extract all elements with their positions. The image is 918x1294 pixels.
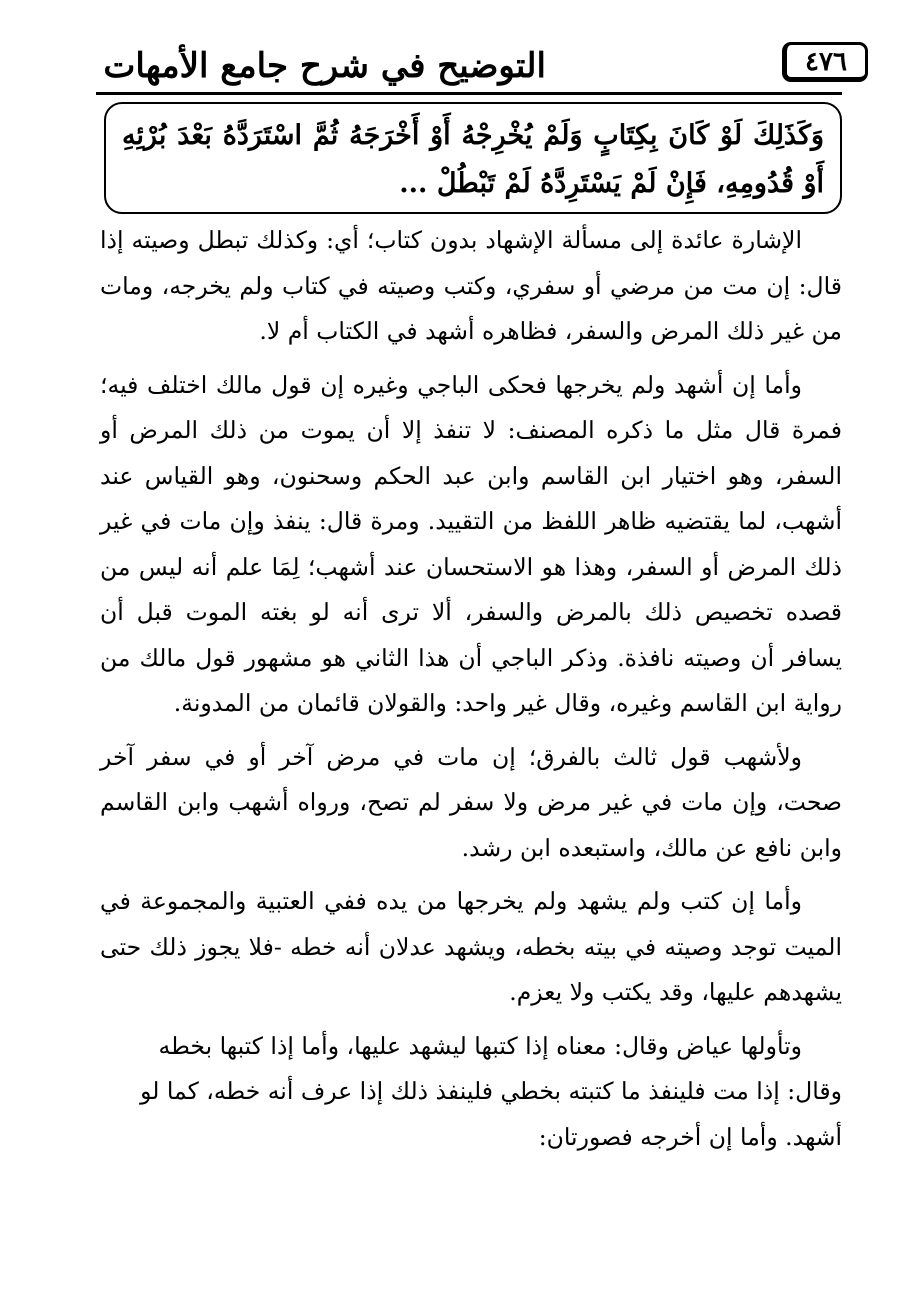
- paragraph: وتأولها عياض وقال: معناه إذا كتبها ليشهد عليها، وأما إذا كتبها بخطه وقال: إذا مت فلينفذ ما كتبته بخطي فلينفذ ذلك إذا عرف أنه خطه، كما لو أشهد. وأما إن أخرجه فصورتان:: [140, 1031, 842, 1151]
- book-title: التوضيح في شرح جامع الأمهات: [103, 46, 546, 86]
- matn-text: وَكَذَلِكَ لَوْ كَانَ بِكِتَابٍ وَلَمْ يُخْرِجْهُ أَوْ أَخْرَجَهُ ثُمَّ اسْتَرَدَّهُ بَعْدَ بُرْئِهِ أَوْ قُدُومِهِ، فَإِنْ لَمْ يَسْتَرِدَّهُ لَمْ تَبْطُلْ ...: [122, 120, 824, 199]
- paragraph: ولأشهب قول ثالث بالفرق؛ إن مات في مرض آخر أو في سفر آخر صحت، وإن مات في غير مرض ولا سفر لم تصح، ورواه أشهب وابن القاسم وابن نافع عن مالك، واستبعده ابن رشد.: [100, 742, 842, 862]
- commentary-body: [100, 218, 842, 1168]
- header-rule: [96, 92, 842, 95]
- page-number-box: [782, 42, 868, 82]
- page-header: [96, 38, 856, 94]
- page-number: ٤٧٦: [805, 47, 847, 77]
- paragraph: وأما إن كتب ولم يشهد ولم يخرجها من يده ففي العتبية والمجموعة في الميت توجد وصيته في بيته بخطه، ويشهد عدلان أنه خطه -فلا يجوز ذلك حتى يشهدهم عليها، وقد يكتب ولا يعزم.: [100, 887, 842, 1006]
- matn-box: [104, 102, 842, 214]
- paragraph: وأما إن أشهد ولم يخرجها فحكى الباجي وغيره إن قول مالك اختلف فيه؛ فمرة قال مثل ما ذكره المصنف: لا تنفذ إلا أن يموت من ذلك المرض أو السفر، وهو اختيار ابن القاسم وابن عبد الحكم وسحنون، وهو القياس عند أشهب، لما يقتضيه ظاهر اللفظ من التقييد. ومرة قال: ينفذ وإن مات في غير ذلك المرض أو السفر، وهذا هو الاستحسان عند أشهب؛ لِمَا علم أنه ليس من قصده تخصيص ذلك بالمرض والسفر، ألا ترى أنه لو بغته الموت قبل أن يسافر أن وصيته نافذة. وذكر الباجي أن هذا الثاني هو مشهور قول مالك من رواية ابن القاسم وغيره، وقال غير واحد: والقولان قائمان من المدونة.: [100, 370, 842, 717]
- paragraph: الإشارة عائدة إلى مسألة الإشهاد بدون كتاب؛ أي: وكذلك تبطل وصيته إذا قال: إن مت من مرضي أو سفري، وكتب وصيته في كتاب ولم يخرجه، ومات من غير ذلك المرض والسفر، فظاهره أشهد في الكتاب أم لا.: [100, 226, 842, 345]
